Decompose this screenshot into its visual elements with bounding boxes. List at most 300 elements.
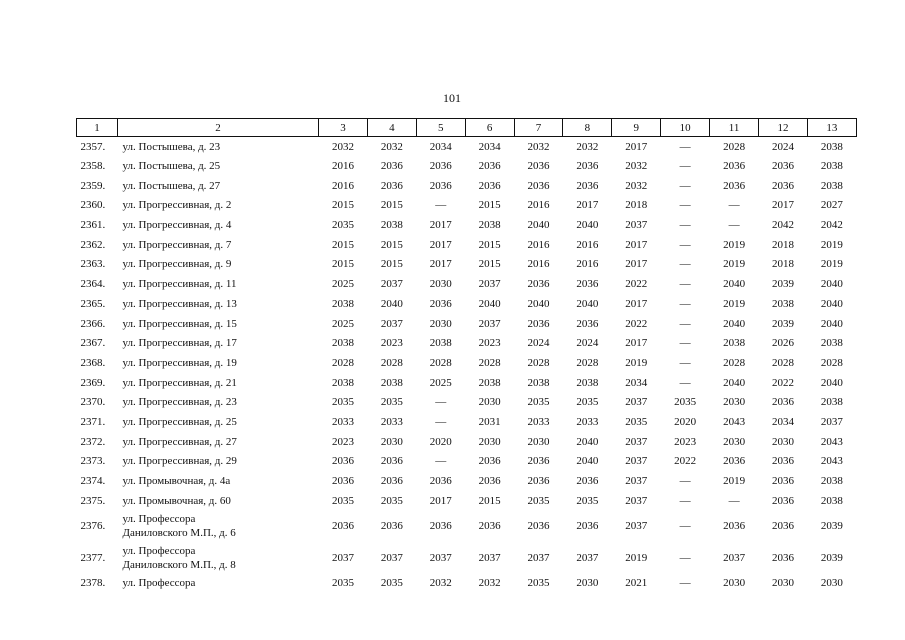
value-cell-col-5: 2036 xyxy=(429,160,452,173)
table-row xyxy=(77,156,857,176)
address-cell xyxy=(118,274,319,294)
value-cell-col-5: 2017 xyxy=(429,219,452,232)
value-cell-col-9: 2017 xyxy=(625,297,648,310)
value-cell-col-3: 2035 xyxy=(331,577,354,590)
table-row xyxy=(77,511,857,543)
value-cell-col-8: 2033 xyxy=(576,415,599,428)
value-cell-col-12: 2030 xyxy=(771,577,794,590)
row-number: 2361. xyxy=(80,219,106,232)
value-cell-col-10: — xyxy=(679,337,691,350)
value-cell-col-3: 2038 xyxy=(331,376,354,389)
value-cell-col-5: 2038 xyxy=(429,337,452,350)
value-cell-col-12: 2018 xyxy=(771,238,794,251)
value-cell-col-11: 2043 xyxy=(723,415,746,428)
value-cell-col-11: 2038 xyxy=(723,337,746,350)
value-cell-col-5: — xyxy=(435,455,447,468)
value-cell-col-4: 2035 xyxy=(380,577,403,590)
value-cell-col-13: 2040 xyxy=(820,376,843,389)
value-cell-col-3: 2035 xyxy=(331,494,354,507)
value-cell-col-9: 2022 xyxy=(625,278,648,291)
address-cell xyxy=(118,196,319,216)
value-cell-col-9: 2019 xyxy=(625,551,648,564)
value-cell-col-10: — xyxy=(679,258,691,271)
value-cell-col-13: 2038 xyxy=(820,396,843,409)
value-cell-col-3: 2032 xyxy=(331,140,354,153)
address-cell xyxy=(118,452,319,472)
value-cell-col-5: — xyxy=(435,396,447,409)
value-cell-col-13: 2038 xyxy=(820,494,843,507)
row-number: 2369. xyxy=(80,376,106,389)
table-row xyxy=(77,196,857,216)
row-number: 2366. xyxy=(80,317,106,330)
address-cell xyxy=(118,353,319,373)
column-header-10: 10 xyxy=(661,119,710,137)
column-header-3: 3 xyxy=(319,119,368,137)
address-line: ул. Прогрессивная, д. 9 xyxy=(122,258,232,271)
value-cell-col-7: 2035 xyxy=(527,494,550,507)
address-cell xyxy=(118,294,319,314)
value-cell-col-5: 2028 xyxy=(429,356,452,369)
value-cell-col-4: 2035 xyxy=(380,494,403,507)
value-cell-col-9: 2017 xyxy=(625,140,648,153)
value-cell-col-10: — xyxy=(679,238,691,251)
value-cell-col-7: 2036 xyxy=(527,455,550,468)
address-cell xyxy=(118,542,319,574)
value-cell-col-10: — xyxy=(679,179,691,192)
value-cell-col-8: 2040 xyxy=(576,435,599,448)
value-cell-col-9: 2037 xyxy=(625,219,648,232)
table-header xyxy=(77,119,857,137)
value-cell-col-9: 2017 xyxy=(625,337,648,350)
value-cell-col-6: 2037 xyxy=(478,317,501,330)
table-row xyxy=(77,333,857,353)
value-cell-col-11: — xyxy=(728,219,740,232)
row-number: 2360. xyxy=(80,199,106,212)
column-header-4: 4 xyxy=(367,119,416,137)
value-cell-col-5: — xyxy=(435,199,447,212)
value-cell-col-4: 2036 xyxy=(380,179,403,192)
value-cell-col-13: 2040 xyxy=(820,317,843,330)
value-cell-col-6: 2036 xyxy=(478,160,501,173)
value-cell-col-5: — xyxy=(435,415,447,428)
value-cell-col-6: 2028 xyxy=(478,356,501,369)
value-cell-col-7: 2032 xyxy=(527,140,550,153)
address-line: ул. Прогрессивная, д. 2 xyxy=(122,199,232,212)
value-cell-col-9: 2037 xyxy=(625,475,648,488)
value-cell-col-4: 2015 xyxy=(380,199,403,212)
column-header-9: 9 xyxy=(612,119,661,137)
address-cell xyxy=(118,235,319,255)
value-cell-col-12: 2036 xyxy=(771,551,794,564)
value-cell-col-7: 2035 xyxy=(527,396,550,409)
value-cell-col-3: 2025 xyxy=(331,317,354,330)
value-cell-col-12: 2036 xyxy=(771,494,794,507)
row-number: 2372. xyxy=(80,435,106,448)
value-cell-col-3: 2025 xyxy=(331,278,354,291)
value-cell-col-13: 2037 xyxy=(820,415,843,428)
value-cell-col-8: 2037 xyxy=(576,551,599,564)
value-cell-col-4: 2015 xyxy=(380,238,403,251)
value-cell-col-13: 2030 xyxy=(820,577,843,590)
row-number: 2363. xyxy=(80,258,106,271)
value-cell-col-6: 2015 xyxy=(478,199,501,212)
value-cell-col-7: 2036 xyxy=(527,475,550,488)
value-cell-col-10: — xyxy=(679,356,691,369)
address-line: ул. Прогрессивная, д. 4 xyxy=(122,219,232,232)
value-cell-col-4: 2036 xyxy=(380,160,403,173)
value-cell-col-3: 2015 xyxy=(331,238,354,251)
value-cell-col-12: 2034 xyxy=(771,415,794,428)
value-cell-col-11: 2028 xyxy=(723,356,746,369)
value-cell-col-12: 2039 xyxy=(771,317,794,330)
value-cell-col-3: 2035 xyxy=(331,396,354,409)
value-cell-col-7: 2024 xyxy=(527,337,550,350)
value-cell-col-3: 2015 xyxy=(331,258,354,271)
register-table xyxy=(76,118,857,593)
address-line: ул. Промывочная, д. 4а xyxy=(122,475,231,488)
value-cell-col-4: 2028 xyxy=(380,356,403,369)
value-cell-col-8: 2040 xyxy=(576,219,599,232)
value-cell-col-3: 2037 xyxy=(331,551,354,564)
address-line: ул. Прогрессивная, д. 23 xyxy=(122,396,237,409)
value-cell-col-13: 2038 xyxy=(820,475,843,488)
address-line: ул. Постышева, д. 25 xyxy=(122,160,221,173)
column-header-6: 6 xyxy=(465,119,514,137)
value-cell-col-11: 2036 xyxy=(723,520,746,533)
value-cell-col-10: — xyxy=(679,297,691,310)
table-row xyxy=(77,392,857,412)
value-cell-col-3: 2028 xyxy=(331,356,354,369)
table-row xyxy=(77,542,857,574)
value-cell-col-11: — xyxy=(728,494,740,507)
address-cell xyxy=(118,156,319,176)
table-row xyxy=(77,432,857,452)
value-cell-col-9: 2037 xyxy=(625,455,648,468)
row-number: 2378. xyxy=(80,577,106,590)
row-number: 2376. xyxy=(80,520,106,533)
row-number: 2358. xyxy=(80,160,106,173)
value-cell-col-7: 2040 xyxy=(527,219,550,232)
value-cell-col-12: 2036 xyxy=(771,520,794,533)
row-number: 2357. xyxy=(80,140,106,153)
value-cell-col-8: 2036 xyxy=(576,317,599,330)
address-line: ул. Прогрессивная, д. 13 xyxy=(122,297,237,310)
value-cell-col-11: 2036 xyxy=(723,179,746,192)
value-cell-col-8: 2028 xyxy=(576,356,599,369)
table-row xyxy=(77,353,857,373)
value-cell-col-5: 2037 xyxy=(429,551,452,564)
value-cell-col-6: 2015 xyxy=(478,258,501,271)
table-row xyxy=(77,491,857,511)
value-cell-col-13: 2042 xyxy=(820,219,843,232)
value-cell-col-9: 2035 xyxy=(625,415,648,428)
value-cell-col-6: 2037 xyxy=(478,551,501,564)
value-cell-col-5: 2036 xyxy=(429,179,452,192)
column-header-8: 8 xyxy=(563,119,612,137)
value-cell-col-9: 2019 xyxy=(625,356,648,369)
column-header-12: 12 xyxy=(759,119,808,137)
value-cell-col-10: — xyxy=(679,577,691,590)
value-cell-col-3: 2038 xyxy=(331,297,354,310)
value-cell-col-12: 2024 xyxy=(771,140,794,153)
value-cell-col-10: 2023 xyxy=(674,435,697,448)
value-cell-col-9: 2034 xyxy=(625,376,648,389)
value-cell-col-5: 2036 xyxy=(429,297,452,310)
value-cell-col-9: 2037 xyxy=(625,435,648,448)
value-cell-col-13: 2040 xyxy=(820,278,843,291)
value-cell-col-6: 2031 xyxy=(478,415,501,428)
value-cell-col-7: 2040 xyxy=(527,297,550,310)
value-cell-col-8: 2036 xyxy=(576,520,599,533)
address-cell xyxy=(118,137,319,157)
value-cell-col-5: 2030 xyxy=(429,278,452,291)
table-row xyxy=(77,452,857,472)
value-cell-col-7: 2035 xyxy=(527,577,550,590)
value-cell-col-4: 2037 xyxy=(380,317,403,330)
value-cell-col-12: 2036 xyxy=(771,475,794,488)
value-cell-col-5: 2030 xyxy=(429,317,452,330)
table-row xyxy=(77,574,857,594)
value-cell-col-8: 2035 xyxy=(576,396,599,409)
value-cell-col-13: 2043 xyxy=(820,435,843,448)
value-cell-col-11: — xyxy=(728,199,740,212)
value-cell-col-3: 2016 xyxy=(331,179,354,192)
value-cell-col-11: 2019 xyxy=(723,297,746,310)
value-cell-col-8: 2036 xyxy=(576,475,599,488)
column-header-5: 5 xyxy=(416,119,465,137)
value-cell-col-10: — xyxy=(679,317,691,330)
value-cell-col-7: 2036 xyxy=(527,179,550,192)
row-number: 2367. xyxy=(80,337,106,350)
address-line: ул. Прогрессивная, д. 15 xyxy=(122,317,237,330)
value-cell-col-12: 2036 xyxy=(771,455,794,468)
value-cell-col-12: 2042 xyxy=(771,219,794,232)
value-cell-col-5: 2025 xyxy=(429,376,452,389)
value-cell-col-8: 2032 xyxy=(576,140,599,153)
row-number: 2362. xyxy=(80,238,106,251)
value-cell-col-7: 2038 xyxy=(527,376,550,389)
value-cell-col-6: 2032 xyxy=(478,577,501,590)
header-row xyxy=(77,119,857,137)
value-cell-col-8: 2036 xyxy=(576,179,599,192)
value-cell-col-4: 2037 xyxy=(380,551,403,564)
value-cell-col-9: 2022 xyxy=(625,317,648,330)
row-number: 2365. xyxy=(80,297,106,310)
row-number: 2373. xyxy=(80,455,106,468)
row-number: 2371. xyxy=(80,415,106,428)
address-line: Даниловского М.П., д. 8 xyxy=(122,558,236,571)
address-cell xyxy=(118,333,319,353)
table-row xyxy=(77,294,857,314)
value-cell-col-8: 2030 xyxy=(576,577,599,590)
value-cell-col-6: 2023 xyxy=(478,337,501,350)
value-cell-col-4: 2032 xyxy=(380,140,403,153)
value-cell-col-7: 2036 xyxy=(527,160,550,173)
value-cell-col-12: 2017 xyxy=(771,199,794,212)
address-line: ул. Прогрессивная, д. 21 xyxy=(122,376,237,389)
value-cell-col-11: 2030 xyxy=(723,577,746,590)
address-line: ул. Прогрессивная, д. 25 xyxy=(122,415,237,428)
value-cell-col-13: 2019 xyxy=(820,238,843,251)
row-number: 2359. xyxy=(80,179,106,192)
value-cell-col-12: 2039 xyxy=(771,278,794,291)
value-cell-col-4: 2015 xyxy=(380,258,403,271)
column-header-1: 1 xyxy=(77,119,118,137)
value-cell-col-11: 2019 xyxy=(723,258,746,271)
value-cell-col-12: 2038 xyxy=(771,297,794,310)
column-header-2: 2 xyxy=(118,119,319,137)
value-cell-col-9: 2037 xyxy=(625,396,648,409)
value-cell-col-6: 2015 xyxy=(478,238,501,251)
value-cell-col-6: 2030 xyxy=(478,435,501,448)
table-row xyxy=(77,255,857,275)
value-cell-col-6: 2037 xyxy=(478,278,501,291)
value-cell-col-7: 2036 xyxy=(527,317,550,330)
value-cell-col-8: 2040 xyxy=(576,455,599,468)
value-cell-col-6: 2036 xyxy=(478,179,501,192)
value-cell-col-11: 2040 xyxy=(723,278,746,291)
address-cell xyxy=(118,176,319,196)
value-cell-col-10: — xyxy=(679,376,691,389)
value-cell-col-13: 2040 xyxy=(820,297,843,310)
value-cell-col-6: 2038 xyxy=(478,219,501,232)
address-cell xyxy=(118,255,319,275)
value-cell-col-10: — xyxy=(679,475,691,488)
value-cell-col-9: 2032 xyxy=(625,179,648,192)
value-cell-col-11: 2040 xyxy=(723,376,746,389)
value-cell-col-13: 2039 xyxy=(820,551,843,564)
value-cell-col-8: 2038 xyxy=(576,376,599,389)
value-cell-col-3: 2036 xyxy=(331,455,354,468)
value-cell-col-10: — xyxy=(679,520,691,533)
address-line: ул. Постышева, д. 23 xyxy=(122,140,221,153)
address-line: ул. Промывочная, д. 60 xyxy=(122,494,231,507)
address-cell xyxy=(118,215,319,235)
value-cell-col-8: 2040 xyxy=(576,297,599,310)
address-line: ул. Прогрессивная, д. 17 xyxy=(122,337,237,350)
value-cell-col-3: 2036 xyxy=(331,475,354,488)
address-cell xyxy=(118,491,319,511)
value-cell-col-9: 2032 xyxy=(625,160,648,173)
value-cell-col-3: 2033 xyxy=(331,415,354,428)
value-cell-col-13: 2028 xyxy=(820,356,843,369)
value-cell-col-7: 2036 xyxy=(527,520,550,533)
value-cell-col-6: 2030 xyxy=(478,396,501,409)
value-cell-col-6: 2040 xyxy=(478,297,501,310)
address-line: ул. Профессора xyxy=(122,513,196,526)
value-cell-col-5: 2034 xyxy=(429,140,452,153)
page-number: 101 xyxy=(443,91,461,105)
value-cell-col-6: 2015 xyxy=(478,494,501,507)
value-cell-col-11: 2037 xyxy=(723,551,746,564)
address-cell xyxy=(118,392,319,412)
value-cell-col-10: 2035 xyxy=(674,396,697,409)
value-cell-col-8: 2016 xyxy=(576,238,599,251)
address-line: ул. Прогрессивная, д. 19 xyxy=(122,356,237,369)
value-cell-col-10: — xyxy=(679,278,691,291)
value-cell-col-10: 2022 xyxy=(674,455,697,468)
value-cell-col-9: 2018 xyxy=(625,199,648,212)
value-cell-col-9: 2017 xyxy=(625,238,648,251)
value-cell-col-3: 2035 xyxy=(331,219,354,232)
address-cell xyxy=(118,373,319,393)
value-cell-col-5: 2036 xyxy=(429,475,452,488)
value-cell-col-9: 2021 xyxy=(625,577,648,590)
address-cell xyxy=(118,511,319,543)
value-cell-col-7: 2033 xyxy=(527,415,550,428)
value-cell-col-7: 2037 xyxy=(527,551,550,564)
value-cell-col-10: — xyxy=(679,219,691,232)
value-cell-col-6: 2036 xyxy=(478,520,501,533)
value-cell-col-9: 2017 xyxy=(625,258,648,271)
value-cell-col-13: 2039 xyxy=(820,520,843,533)
address-line: ул. Прогрессивная, д. 27 xyxy=(122,435,237,448)
value-cell-col-7: 2016 xyxy=(527,199,550,212)
table-row xyxy=(77,373,857,393)
value-cell-col-11: 2040 xyxy=(723,317,746,330)
column-header-7: 7 xyxy=(514,119,563,137)
value-cell-col-10: — xyxy=(679,199,691,212)
value-cell-col-12: 2026 xyxy=(771,337,794,350)
address-line: ул. Профессора xyxy=(122,544,196,557)
value-cell-col-13: 2043 xyxy=(820,455,843,468)
value-cell-col-8: 2035 xyxy=(576,494,599,507)
value-cell-col-5: 2017 xyxy=(429,258,452,271)
value-cell-col-6: 2036 xyxy=(478,455,501,468)
value-cell-col-3: 2015 xyxy=(331,199,354,212)
value-cell-col-10: 2020 xyxy=(674,415,697,428)
address-line: ул. Постышева, д. 27 xyxy=(122,179,221,192)
value-cell-col-4: 2037 xyxy=(380,278,403,291)
value-cell-col-11: 2028 xyxy=(723,140,746,153)
row-number: 2370. xyxy=(80,396,106,409)
table-row xyxy=(77,274,857,294)
value-cell-col-6: 2034 xyxy=(478,140,501,153)
table-row xyxy=(77,471,857,491)
value-cell-col-7: 2030 xyxy=(527,435,550,448)
value-cell-col-4: 2038 xyxy=(380,376,403,389)
address-line: ул. Прогрессивная, д. 7 xyxy=(122,238,232,251)
value-cell-col-9: 2037 xyxy=(625,520,648,533)
value-cell-col-13: 2019 xyxy=(820,258,843,271)
value-cell-col-5: 2017 xyxy=(429,494,452,507)
value-cell-col-13: 2038 xyxy=(820,179,843,192)
column-header-13: 13 xyxy=(807,119,856,137)
value-cell-col-4: 2036 xyxy=(380,455,403,468)
value-cell-col-11: 2030 xyxy=(723,435,746,448)
value-cell-col-4: 2036 xyxy=(380,475,403,488)
value-cell-col-7: 2016 xyxy=(527,238,550,251)
value-cell-col-10: — xyxy=(679,551,691,564)
value-cell-col-13: 2038 xyxy=(820,160,843,173)
address-cell xyxy=(118,412,319,432)
value-cell-col-4: 2035 xyxy=(380,396,403,409)
value-cell-col-6: 2036 xyxy=(478,475,501,488)
value-cell-col-13: 2038 xyxy=(820,337,843,350)
value-cell-col-12: 2036 xyxy=(771,160,794,173)
table-row xyxy=(77,176,857,196)
row-number: 2374. xyxy=(80,475,106,488)
row-number: 2364. xyxy=(80,278,106,291)
value-cell-col-12: 2018 xyxy=(771,258,794,271)
value-cell-col-12: 2022 xyxy=(771,376,794,389)
value-cell-col-13: 2038 xyxy=(820,140,843,153)
address-cell xyxy=(118,471,319,491)
value-cell-col-11: 2019 xyxy=(723,475,746,488)
value-cell-col-4: 2040 xyxy=(380,297,403,310)
table-row xyxy=(77,412,857,432)
value-cell-col-6: 2038 xyxy=(478,376,501,389)
